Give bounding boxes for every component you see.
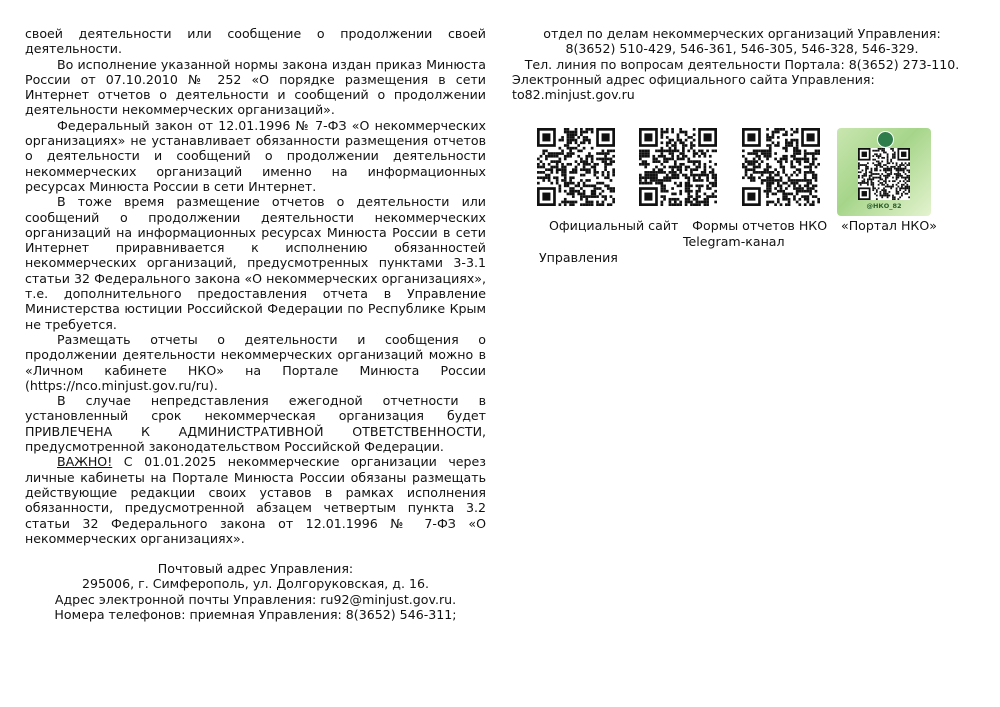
postal-title: Почтовый адрес Управления: (157, 561, 354, 577)
paragraph-5: Размещать отчеты о деятельности и сообщения о продолжении деятельности некоммерческих организаций можно в «Личном кабинете НКО» на Портале Минюста России (https://nco.minjust.gov.ru/ru). (25, 331, 486, 393)
caption-telegram: Telegram-канал (683, 234, 785, 249)
right-column (512, 26, 972, 102)
email-line: Адрес электронной почты Управления: ru92@minjust.gov.ru. (54, 591, 457, 607)
left-column (25, 26, 486, 622)
hotline-line: Тел. линия по вопросам деятельности Портала: 8(3652) 273-110. (524, 56, 960, 72)
qr-official-site-icon[interactable] (537, 128, 615, 206)
qr-report-forms-icon[interactable] (639, 128, 717, 206)
postal-address: 295006, г. Симферополь, ул. Долгоруковская, д. 16. (82, 576, 429, 592)
phones-line: Номера телефонов: приемная Управления: 8(3652) 546-311; (54, 606, 457, 622)
caption-department: Управления (539, 250, 618, 265)
qr-telegram-icon[interactable] (837, 128, 931, 216)
ministry-emblem-icon (877, 131, 894, 148)
department-line: отдел по делам некоммерческих организаций Управления: (543, 26, 941, 41)
site-label: Электронный адрес официального сайта Управления: (512, 71, 875, 87)
important-label: ВАЖНО! (57, 454, 113, 470)
qr-nko-portal-icon[interactable] (742, 128, 820, 206)
department-phones: 8(3652) 510-429, 546-361, 546-305, 546-328, 546-329. (565, 41, 919, 57)
paragraph-2: Во исполнение указанной нормы закона издан приказ Минюста России от 07.10.2010 № 252 «О порядке размещения в сети Интернет отчетов о деятельности и сообщений о продолжении деятельности некоммерческих организаций». (25, 56, 486, 118)
site-url[interactable]: to82.minjust.gov.ru (512, 87, 635, 103)
paragraph-1: своей деятельности или сообщение о продолжении своей деятельности. (25, 26, 486, 57)
caption-official-site: Официальный сайт (549, 218, 679, 233)
paragraph-6: В случае непредставления ежегодной отчетности в установленный срок некоммерческая организация будет ПРИВЛЕЧЕНА К АДМИНИСТРАТИВНОЙ ОТВЕТСТВЕННОСТИ, предусмотренной законодательством Российской Федерации. (25, 393, 486, 455)
paragraph-4: В тоже время размещение отчетов о деятельности или сообщений о продолжении деятельности некоммерческих организаций на информационных ресурсах Минюста России в сети Интернет приравнивается к исполнению обязанностей некоммерческих организаций, предусмотренных пунктами 3-3.1 статьи 32 Федерального закона «О некоммерческих организациях», т.е. дополнительного предоставления отчета в Управление Министерства юстиции Российской Федерации по Республике Крым не требуется. (25, 194, 486, 332)
caption-report-forms: Формы отчетов НКО (692, 218, 828, 233)
qr-code-row (537, 128, 937, 218)
qr-captions (537, 218, 937, 266)
paragraph-7-text: С 01.01.2025 некоммерческие организации через личные кабинеты на Портале Минюста России обязаны размещать действующие редакции своих уставов в рамках исполнения обязанности, предусмотренной абзацем четвертым пункта 3.2 статьи 32 Федерального закона от 12.01.1996 № 7-ФЗ «О некоммерческих организациях». (25, 454, 486, 546)
telegram-handle: @НКО_82 (866, 202, 902, 210)
paragraph-7 (25, 454, 486, 546)
paragraph-3: Федеральный закон от 12.01.1996 № 7-ФЗ «О некоммерческих организациях» не устанавливает обязанности размещения отчетов о деятельности и сообщений о продолжении деятельности некоммерческих организаций именно на информационных ресурсах Минюста России в сети Интернет. (25, 117, 486, 194)
caption-nko-portal: «Портал НКО» (840, 218, 937, 233)
contact-block (25, 561, 486, 622)
